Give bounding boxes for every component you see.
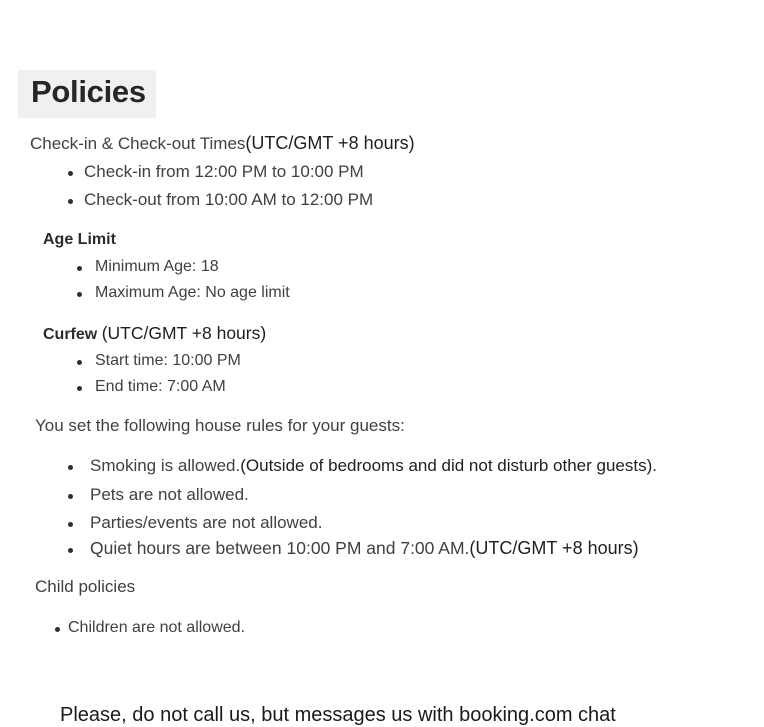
- smoking-rule: [90, 456, 657, 476]
- checkout-item: Check-out from 10:00 AM to 12:00 PM: [84, 190, 374, 209]
- checkin-heading-row: [30, 133, 415, 154]
- bullet-icon: [68, 548, 73, 553]
- quiet-hours-text: Quiet hours are between 10:00 PM and 7:00 AM.: [90, 538, 470, 558]
- max-age-item: Maximum Age: No age limit: [95, 284, 290, 301]
- bullet-icon: [68, 494, 73, 499]
- bullet-icon: [68, 465, 73, 470]
- child-policies-heading: Child policies: [35, 577, 136, 596]
- curfew-heading-row: [43, 323, 266, 344]
- bullet-icon: [68, 171, 73, 176]
- bullet-icon: [77, 386, 82, 391]
- children-item: Children are not allowed.: [68, 619, 245, 636]
- quiet-hours-timezone: (UTC/GMT +8 hours): [469, 538, 639, 558]
- curfew-end-item: End time: 7:00 AM: [95, 378, 226, 395]
- curfew-heading: Curfew: [43, 326, 98, 343]
- bullet-icon: [77, 360, 82, 365]
- smoking-rule-note: (Outside of bedrooms and did not disturb other guests).: [240, 456, 657, 475]
- quiet-hours-rule: [90, 538, 639, 559]
- bullet-icon: [68, 522, 73, 527]
- checkin-timezone: (UTC/GMT +8 hours): [245, 133, 415, 153]
- curfew-start-item: Start time: 10:00 PM: [95, 352, 241, 369]
- bullet-icon: [68, 199, 73, 204]
- bullet-icon: [77, 266, 82, 271]
- curfew-timezone: (UTC/GMT +8 hours): [101, 323, 267, 343]
- house-rules-intro: You set the following house rules for your guests:: [35, 416, 405, 435]
- footer-note: Please, do not call us, but messages us with booking.com chat: [60, 704, 616, 726]
- bullet-icon: [77, 292, 82, 297]
- smoking-rule-text: Smoking is allowed.: [90, 456, 241, 475]
- checkin-heading: Check-in & Check-out Times: [30, 134, 246, 153]
- parties-rule: Parties/events are not allowed.: [90, 513, 323, 532]
- bullet-icon: [55, 627, 60, 632]
- pets-rule: Pets are not allowed.: [90, 485, 249, 504]
- age-heading: Age Limit: [43, 231, 116, 248]
- min-age-item: Minimum Age: 18: [95, 258, 219, 275]
- page-title: Policies: [31, 74, 146, 109]
- checkin-item: Check-in from 12:00 PM to 10:00 PM: [84, 162, 364, 181]
